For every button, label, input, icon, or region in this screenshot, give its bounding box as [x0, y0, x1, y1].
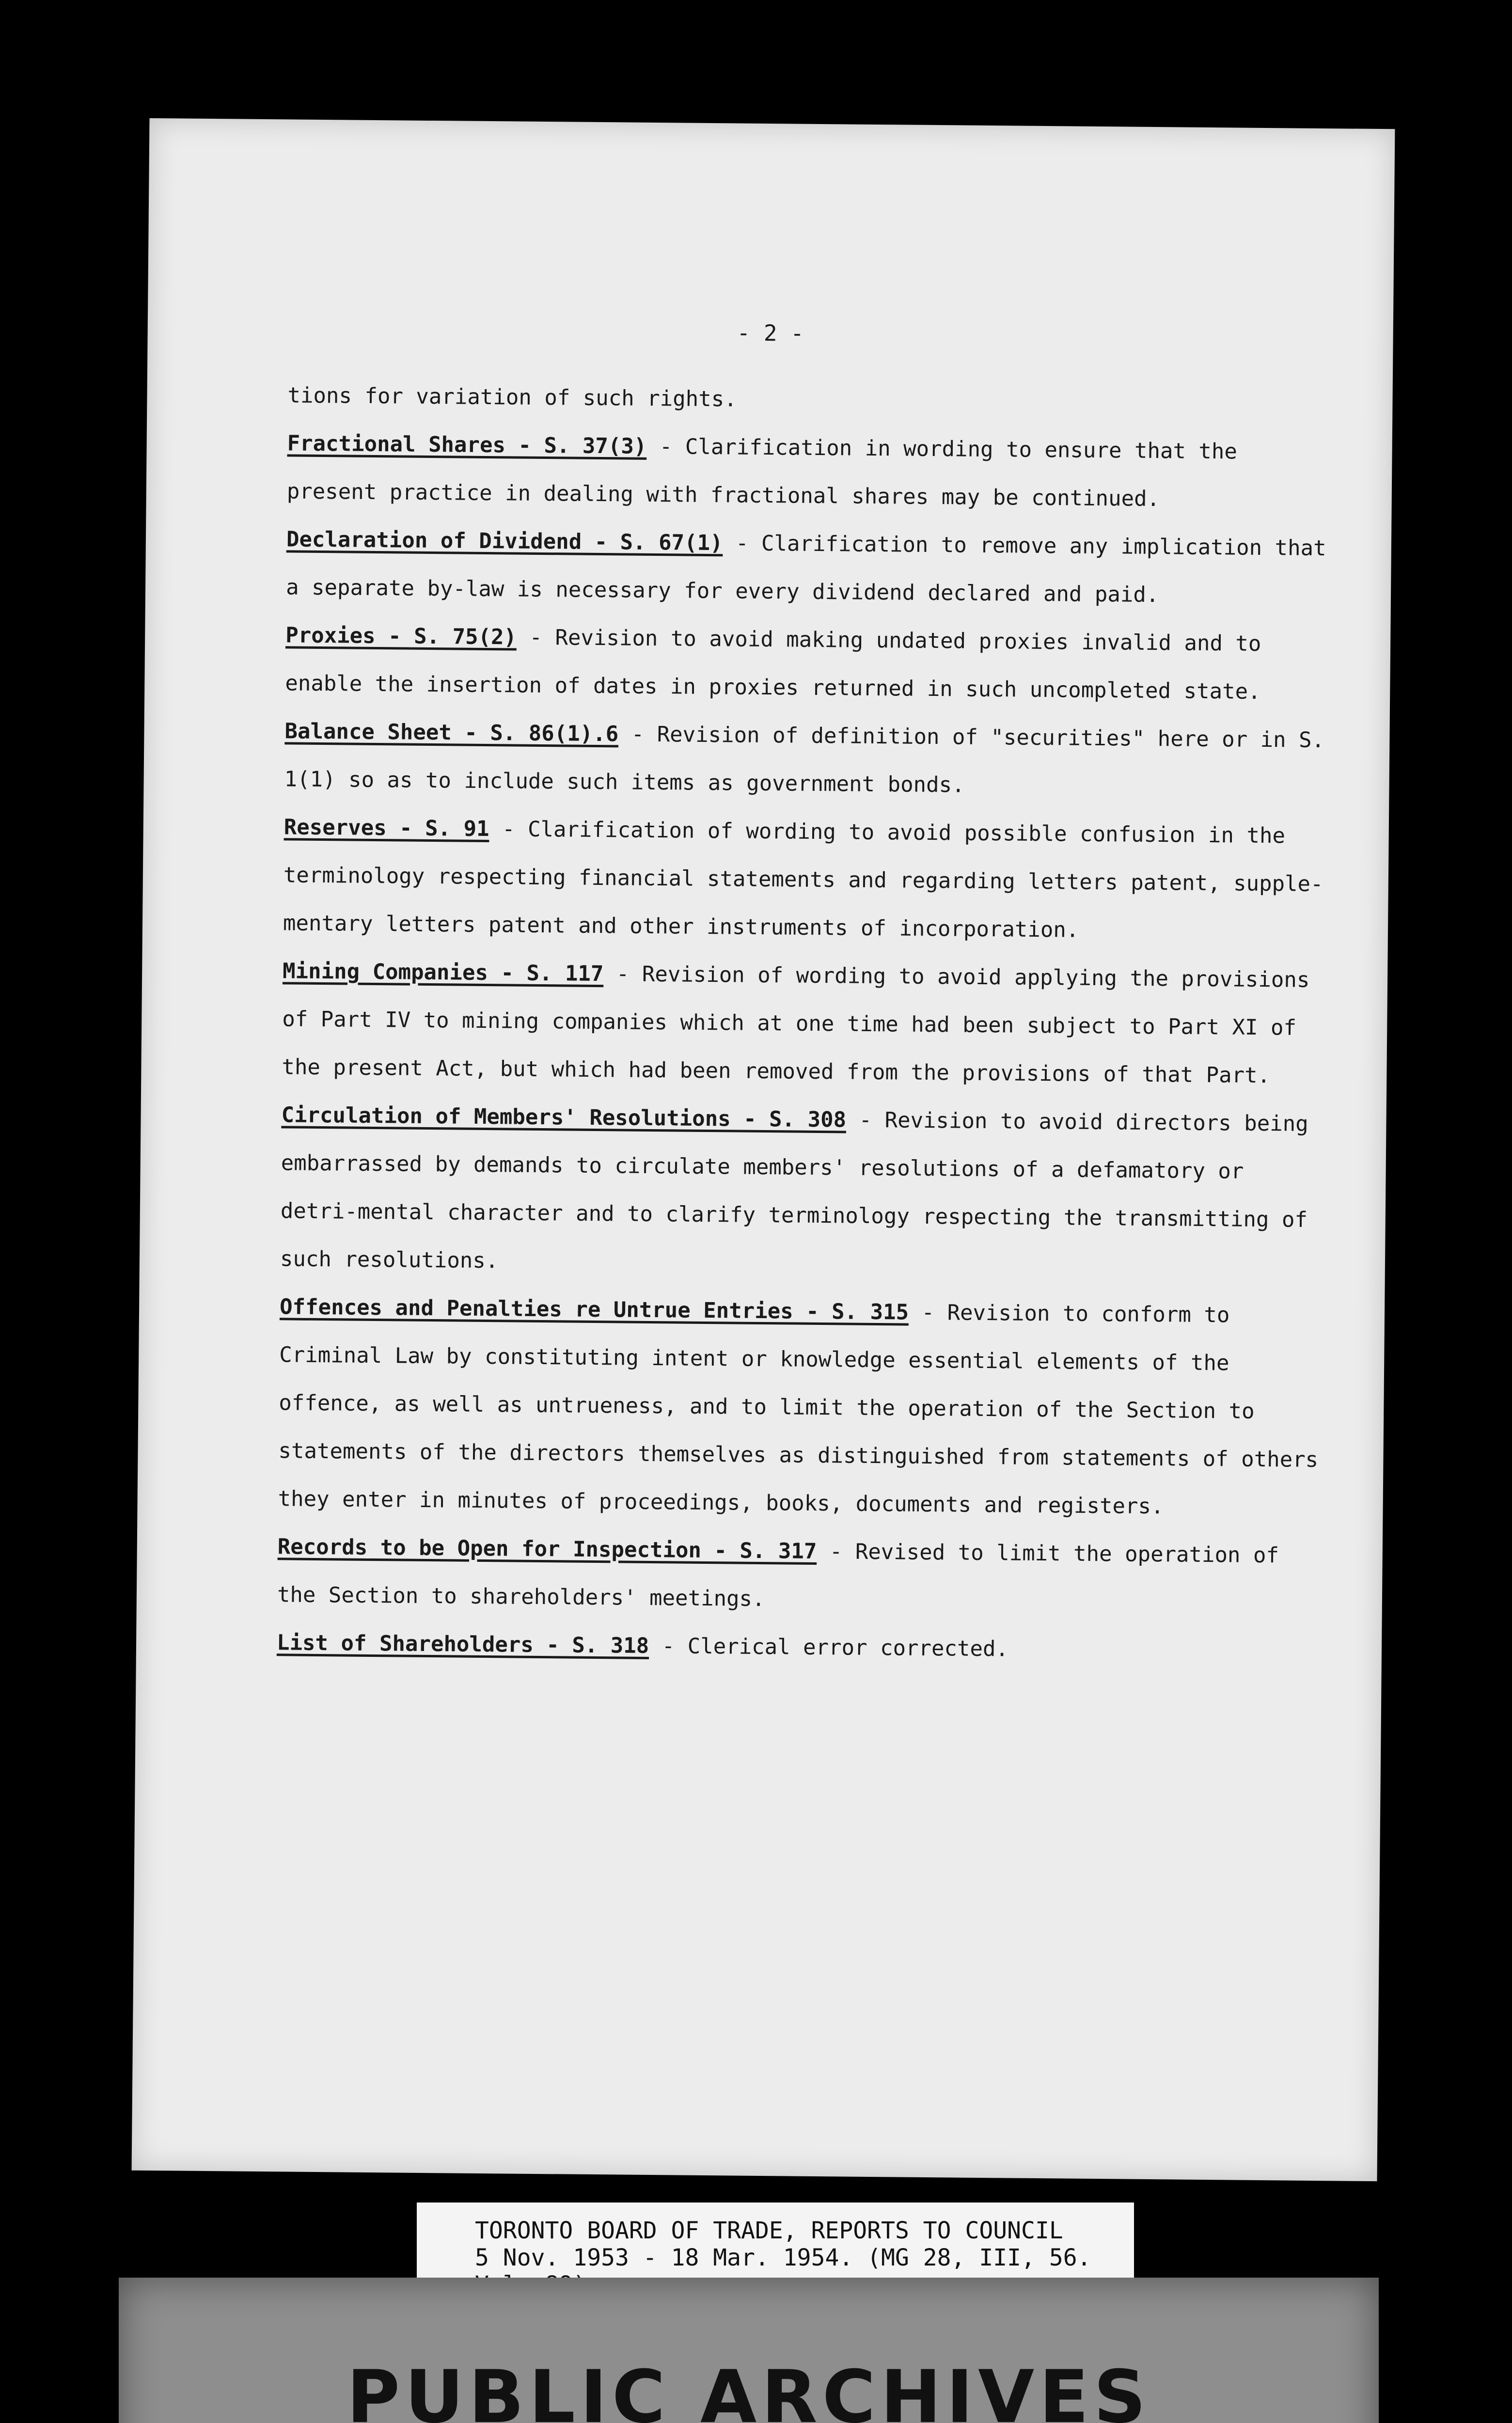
archives-stamp [119, 2278, 1379, 2423]
paragraph-text: - Revised to limit the operation of the Section to shareholders' meetings. [277, 1539, 1279, 1612]
paragraph [277, 1619, 1319, 1676]
stamp-line-english: PUBLIC ARCHIVES [346, 2355, 1151, 2423]
paragraph [286, 515, 1329, 620]
section-heading: List of Shareholders - S. 318 [276, 1630, 649, 1658]
paragraph-text: - Clarification in wording to ensure that the present practice in dealing with fractional shares may be continued. [286, 434, 1238, 512]
section-heading: Reserves - S. 91 [284, 815, 489, 842]
paragraph [286, 419, 1329, 524]
paragraph-text: - Clarification of wording to avoid possible confusion in the terminology respecting financial statements and regarding letters patent, supple-mentary letters patent and other instruments of incorporation. [283, 817, 1323, 943]
section-heading: Proxies - S. 75(2) [285, 623, 517, 650]
paragraph-text: - Revision to avoid directors being embarrassed by demands to circulate members' resolutions of a defamatory or detri-mental character and to clarify terminology respecting the transmitting of such resolutions. [280, 1107, 1308, 1274]
section-heading: Circulation of Members' Resolutions - S. 308 [281, 1102, 847, 1133]
page-number: - 2 - [737, 319, 804, 346]
paragraph-text: tions for variation of such rights. [287, 383, 737, 412]
paragraph-text: - Revision of wording to avoid applying the provisions of Part IV to mining companies which at one time had been subject to Part XI of the present Act, but which had been removed from the provisions of that Part. [282, 961, 1310, 1088]
paragraph [277, 1523, 1320, 1628]
paragraph [282, 947, 1325, 1100]
archive-label-line-2: 5 Nov. 1953 - 18 Mar. 1954. (MG 28, III, 56. [475, 2244, 1091, 2271]
paragraph-text: - Revision to avoid making undated proxies invalid and to enable the insertion of dates in proxies returned in such uncompleted state. [285, 625, 1261, 704]
archive-label-line-1: TORONTO BOARD OF TRADE, REPORTS TO COUNCIL [475, 2217, 1063, 2244]
paragraph [283, 803, 1326, 956]
paragraph [287, 371, 1330, 428]
paragraph-text: - Clarification to remove any implication that a separate by-law is necessary for every dividend declared and paid. [285, 531, 1326, 608]
paragraph-text: - Clerical error corrected. [649, 1633, 1009, 1662]
paragraph [284, 707, 1327, 812]
paragraph-text: - Revision to conform to Criminal Law by constituting intent or knowledge essential elements of the offence, as well as untrueness, and to limit the operation of the Section to statements of the directors themselves as distinguished from statements of others they enter in minutes of proceedings, books, documents and registers. [278, 1300, 1319, 1519]
document-body [277, 371, 1330, 1676]
section-heading: Offences and Penalties re Untrue Entries - S. 315 [279, 1294, 909, 1325]
paragraph [278, 1283, 1322, 1532]
section-heading: Fractional Shares - S. 37(3) [287, 431, 647, 459]
section-heading: Declaration of Dividend - S. 67(1) [286, 527, 723, 556]
paragraph [280, 1091, 1323, 1292]
paragraph [285, 611, 1328, 716]
section-heading: Balance Sheet - S. 86(1).6 [284, 719, 619, 747]
section-heading: Mining Companies - S. 117 [282, 959, 604, 987]
paragraph-text: - Revision of definition of "securities" here or in S. 1(1) so as to include such items as government bonds. [284, 722, 1325, 798]
document-page [132, 118, 1395, 2181]
section-heading: Records to be Open for Inspection - S. 317 [277, 1534, 817, 1564]
